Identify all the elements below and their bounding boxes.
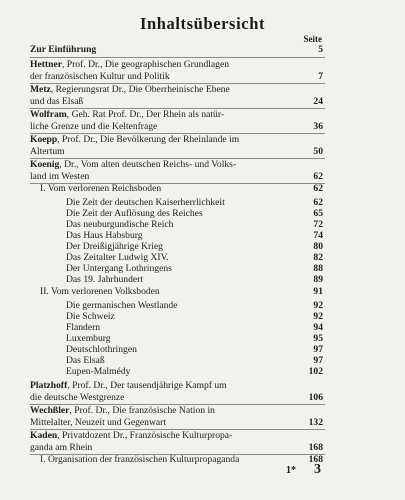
- toc-page-number: 7: [318, 70, 323, 82]
- entry-text: , Prof. Dr., Der tausendjährige Kampf um: [67, 380, 227, 391]
- page-number: 3: [314, 462, 321, 477]
- entry-text: die deutsche Westgrenze: [30, 391, 125, 403]
- toc-page-number: 95: [313, 333, 323, 344]
- entry-text: , Prof. Dr., Die französische Nation in: [69, 405, 215, 416]
- toc-entry-line: [30, 84, 230, 95]
- toc-entry-line: [30, 159, 236, 170]
- toc-page-number: 72: [313, 219, 323, 230]
- author-name: Koenig: [30, 159, 60, 170]
- entry-text: Das Haus Habsburg: [66, 230, 143, 241]
- toc-entry-line: [66, 197, 225, 208]
- entry-text: Altertum: [30, 145, 65, 157]
- toc-entry-line: [66, 241, 163, 252]
- toc-entry-line: [66, 366, 130, 377]
- toc-entry-line: [40, 454, 239, 465]
- entry-text: , Regierungsrat Dr., Die Oberrheinische Ebene: [50, 84, 230, 95]
- author-name: Koepp: [30, 134, 58, 145]
- page-column-label: Seite: [303, 34, 322, 44]
- toc-entry-line: [30, 146, 65, 157]
- toc-page-number: 36: [313, 120, 323, 132]
- entry-text: , Prof. Dr., Die geographischen Grundlagen: [61, 59, 230, 70]
- toc-page-number: 91: [313, 286, 323, 297]
- toc-page-number: 92: [313, 311, 323, 322]
- toc-page-number: 5: [318, 44, 323, 55]
- entry-text: Die germanischen Westlande: [66, 300, 178, 311]
- toc-entry-line: [30, 59, 229, 70]
- entry-text: Das 19. Jahrhundert: [66, 274, 143, 285]
- author-name: Kaden: [30, 430, 58, 441]
- entry-text: Die Zeit der deutschen Kaiserherrlichkeit: [66, 197, 225, 208]
- author-name: Zur Einführung: [30, 44, 97, 55]
- toc-page-number: 92: [313, 300, 323, 311]
- author-name: Wolfram: [30, 109, 67, 120]
- toc-page-number: 80: [313, 241, 323, 252]
- toc-entry-line: [30, 442, 92, 453]
- entry-text: Das Elsaß: [66, 355, 105, 366]
- toc-entry-line: [30, 380, 227, 391]
- toc-entry-line: [66, 355, 105, 366]
- toc-entry-line: [30, 405, 215, 416]
- toc-page-number: 82: [313, 252, 323, 263]
- toc-entry-line: [30, 109, 224, 120]
- entry-text: ganda am Rhein: [30, 441, 93, 453]
- toc-page-number: 89: [313, 274, 323, 285]
- toc-page-number: 94: [313, 322, 323, 333]
- toc-entry-line: [30, 134, 239, 145]
- sheet-signature: 1*: [286, 465, 296, 476]
- toc-page-number: 132: [308, 416, 323, 428]
- entry-text: land im Westen: [30, 170, 90, 182]
- author-name: Platzhoff: [30, 380, 68, 391]
- entry-text: I. Organisation der französischen Kulturpropaganda: [40, 454, 240, 465]
- toc-entry-line: [66, 252, 169, 263]
- toc-page-number: 102: [308, 366, 323, 377]
- author-name: Hettner: [30, 59, 62, 70]
- toc-page-number: 106: [308, 391, 323, 403]
- toc-entry-line: [66, 322, 100, 333]
- toc-page-number: 168: [308, 454, 323, 465]
- toc-entry-line: [30, 430, 232, 441]
- entry-text: Das Zeitalter Ludwig XIV.: [66, 252, 169, 263]
- entry-text: Luxemburg: [66, 333, 111, 344]
- entry-text: Eupen-Malmédy: [66, 366, 131, 377]
- toc-entry-line: [30, 392, 124, 403]
- entry-text: Das neuburgundische Reich: [66, 219, 174, 230]
- toc-entry-line: [30, 96, 83, 107]
- entry-text: , Prof. Dr., Die Bevölkerung der Rheinlande im: [57, 134, 240, 145]
- entry-text: , Dr., Vom alten deutschen Reichs- und Volks-: [59, 159, 237, 170]
- entry-text: Der Untergang Lothringens: [66, 263, 172, 274]
- toc-page-number: 62: [313, 197, 323, 208]
- entry-text: Die Zeit der Auflösung des Reiches: [66, 208, 203, 219]
- author-name: Wechßler: [30, 405, 70, 416]
- toc-entry-line: [66, 230, 143, 241]
- toc-entry-line: [66, 344, 137, 355]
- entry-text: , Privatdozent Dr., Französische Kulturpropa-: [57, 430, 233, 441]
- toc-page-number: 97: [313, 355, 323, 366]
- toc-entry-line: [30, 71, 170, 82]
- author-name: Metz: [30, 84, 51, 95]
- entry-text: Der Dreißigjährige Krieg: [66, 241, 163, 252]
- toc-entry-line: [30, 44, 96, 55]
- toc-entry-line: [66, 219, 173, 230]
- entry-text: II. Vom verlorenen Volksboden: [40, 286, 160, 297]
- toc-entry-line: [66, 274, 143, 285]
- toc-entry-line: [30, 417, 166, 428]
- toc-entry-line: [66, 311, 115, 322]
- entry-text: der französischen Kultur und Politik: [30, 70, 170, 82]
- toc-page-number: 62: [313, 170, 323, 182]
- toc-page-number: 50: [313, 145, 323, 157]
- entry-text: Flandern: [66, 322, 101, 333]
- toc-entry-line: [30, 171, 89, 182]
- toc-page-number: 74: [313, 230, 323, 241]
- entry-text: Mittelalter, Neuzeit und Gegenwart: [30, 416, 167, 428]
- toc-page-number: 24: [313, 95, 323, 107]
- toc-page-number: 65: [313, 208, 323, 219]
- entry-text: Deutschlothringen: [66, 344, 137, 355]
- page-title: Inhaltsübersicht: [139, 14, 266, 33]
- toc-page-number: 62: [313, 183, 323, 194]
- entry-text: liche Grenze und die Keltenfrage: [30, 120, 158, 132]
- toc-page-number: 168: [308, 441, 323, 453]
- toc-entry-line: [30, 121, 157, 132]
- toc-page-number: 88: [313, 263, 323, 274]
- toc-entry-line: [66, 333, 111, 344]
- toc-entry-line: [66, 208, 203, 219]
- entry-divider: [30, 57, 325, 58]
- entry-text: , Geh. Rat Prof. Dr., Der Rhein als natür-: [66, 109, 225, 120]
- entry-text: und das Elsaß: [30, 95, 84, 107]
- entry-text: I. Vom verlorenen Reichsboden: [40, 183, 162, 194]
- entry-text: Die Schweiz: [66, 311, 115, 322]
- toc-entry-line: [40, 286, 160, 297]
- toc-entry-line: [40, 183, 161, 194]
- toc-entry-line: [66, 300, 177, 311]
- toc-page-number: 97: [313, 344, 323, 355]
- toc-entry-line: [66, 263, 172, 274]
